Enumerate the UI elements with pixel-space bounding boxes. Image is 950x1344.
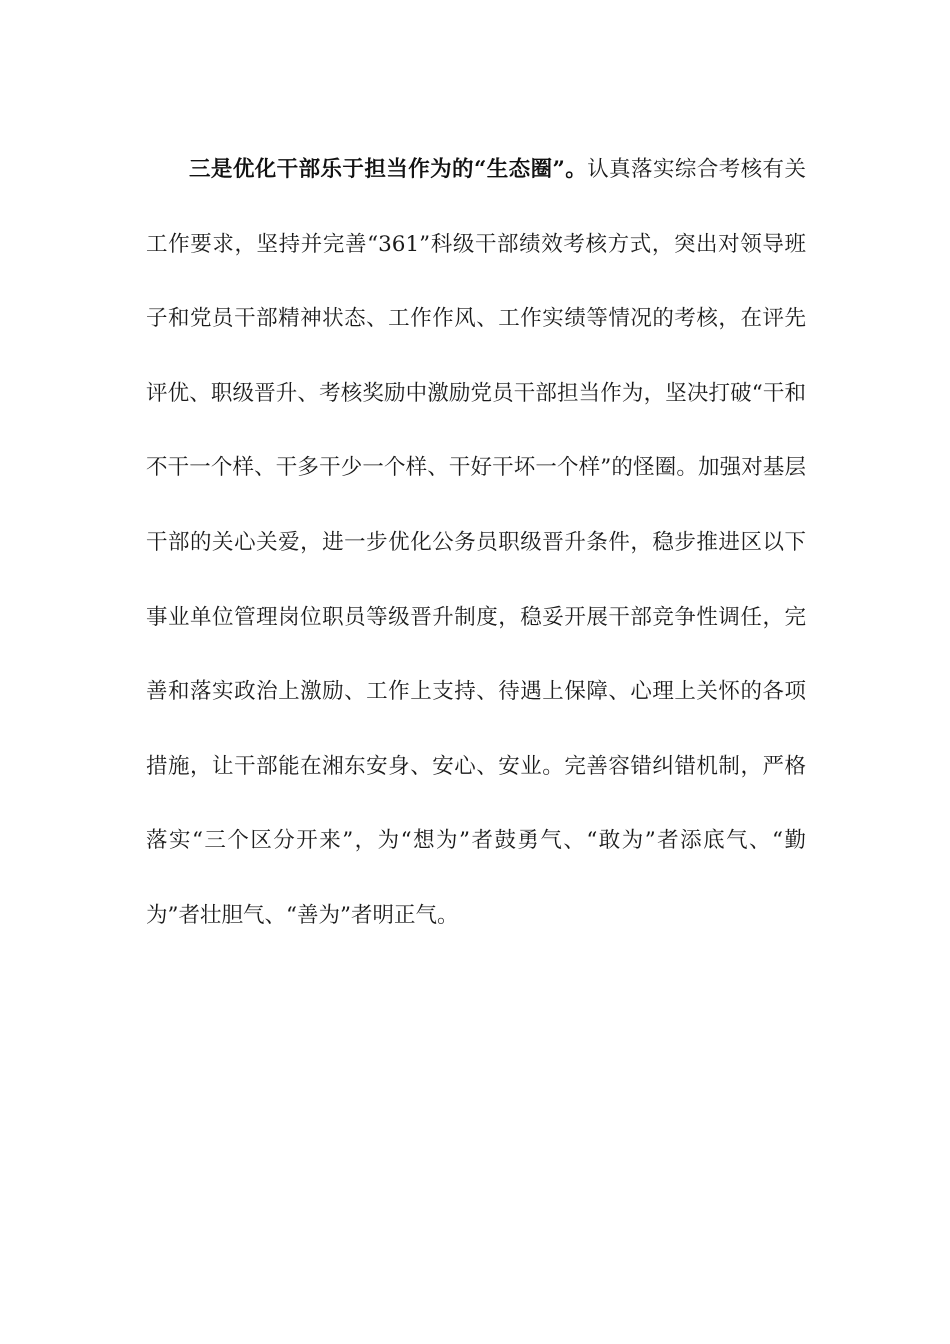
paragraph-lead-heading: 三是优化干部乐于担当作为的“生态圈”。	[189, 157, 588, 182]
paragraph-body: 认真落实综合考核有关工作要求，坚持并完善“361”科级干部绩效考核方式，突出对领导班子和党员干部精神状态、工作作风、工作实绩等情况的考核，在评先评优、职级晋升、考核奖励中激励党员干部担当作为，坚决打破“干和不干一个样、干多干少一个样、干好干坏一个样”的怪圈。加强对基层干部的关心关爱，进一步优化公务员职级晋升条件，稳步推进区以下事业单位管理岗位职员等级晋升制度，稳妥开展干部竞争性调任，完善和落实政治上激励、工作上支持、待遇上保障、心理上关怀的各项措施，让干部能在湘东安身、安心、安业。完善容错纠错机制，严格落实“三个区分开来”，为“想为”者鼓勇气、“敢为”者添底气、“勤为”者壮胆气、“善为”者明正气。	[146, 157, 806, 928]
paragraph	[146, 133, 806, 954]
